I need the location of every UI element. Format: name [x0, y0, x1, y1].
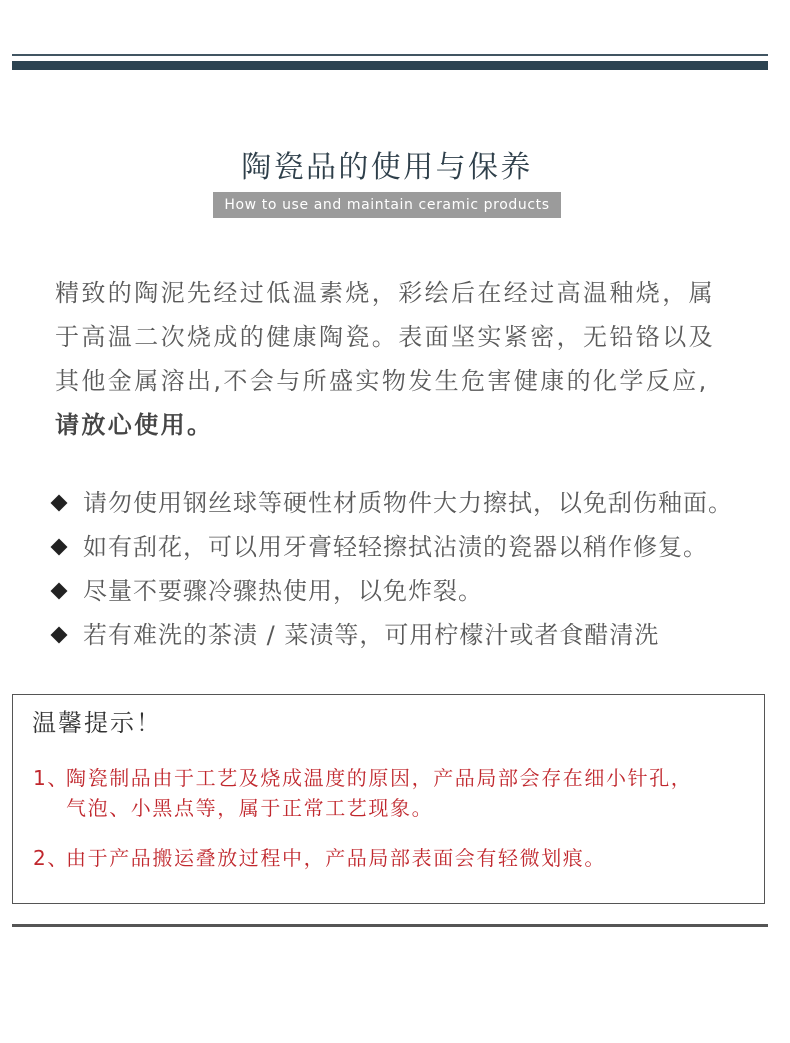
diamond-bullet-icon — [51, 539, 68, 556]
intro-paragraph — [55, 271, 715, 447]
notice-item-line: 由于产品搬运叠放过程中，产品局部表面会有轻微划痕。 — [66, 846, 606, 870]
care-tip-text: 尽量不要骤冷骤热使用，以免炸裂。 — [83, 577, 483, 605]
care-tips-list — [0, 481, 790, 657]
notice-title: 温馨提示！ — [32, 709, 162, 737]
diamond-bullet-icon — [51, 627, 68, 644]
notice-item — [33, 843, 692, 873]
diamond-bullet-icon — [51, 495, 68, 512]
notice-item-line: 气泡、小黑点等，属于正常工艺现象。 — [66, 796, 434, 820]
footer-rule — [12, 924, 768, 927]
care-tip-text: 如有刮花，可以用牙膏轻轻擦拭沾渍的瓷器以稍作修复。 — [83, 533, 708, 561]
page-subtitle: How to use and maintain ceramic products — [213, 192, 560, 218]
header-rule-thin — [12, 54, 768, 56]
notice-box — [12, 694, 765, 904]
intro-emphasis: 请放心使用。 — [55, 411, 214, 439]
intro-line: 精致的陶泥先经过低温素烧，彩绘后在经过高温釉烧，属 — [55, 279, 715, 307]
care-tip-item — [0, 613, 790, 657]
notice-item — [33, 763, 692, 823]
care-tip-item — [0, 481, 790, 525]
care-tip-item — [0, 569, 790, 613]
page-title: 陶瓷品的使用与保养 — [241, 150, 533, 185]
care-tip-text: 若有难洗的茶渍 / 菜渍等，可用柠檬汁或者食醋清洗 — [83, 621, 660, 649]
intro-line: 其他金属溶出,不会与所盛实物发生危害健康的化学反应, — [55, 367, 709, 395]
header-rule-thick — [12, 61, 768, 70]
notice-list — [33, 763, 692, 893]
care-tip-item — [0, 525, 790, 569]
intro-line: 于高温二次烧成的健康陶瓷。表面坚实紧密，无铅铬以及 — [55, 323, 715, 351]
notice-item-body — [66, 763, 692, 823]
notice-item-body — [66, 843, 606, 873]
care-tip-text: 请勿使用钢丝球等硬性材质物件大力擦拭，以免刮伤釉面。 — [83, 489, 733, 517]
notice-item-line: 陶瓷制品由于工艺及烧成温度的原因，产品局部会存在细小针孔， — [66, 766, 693, 790]
diamond-bullet-icon — [51, 583, 68, 600]
notice-item-number: 2、 — [33, 846, 69, 870]
notice-item-number: 1、 — [33, 766, 69, 790]
subtitle-wrapper — [0, 192, 774, 218]
